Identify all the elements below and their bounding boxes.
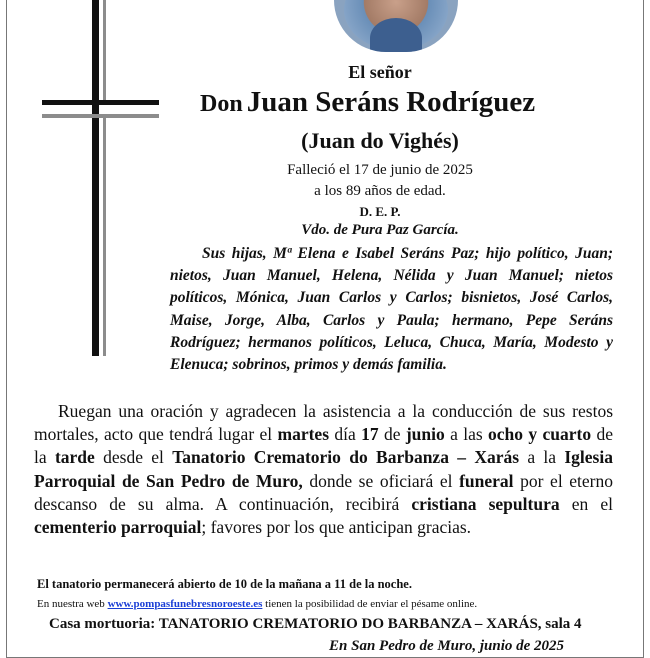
casa-mortuoria: Casa mortuoria: TANATORIO CREMATORIO DO BARBANZA – XARÁS, sala 4 <box>49 616 582 632</box>
funeral-details <box>34 400 613 539</box>
death-date: Falleció el 17 de junio de 2025 <box>287 162 473 178</box>
deceased-name <box>200 86 535 119</box>
body-text: por el eterno descanso de su alma. A continuación, recibirá <box>34 470 613 514</box>
tanatorio-hours: El tanatorio permanecerá abierto de 10 de la mañana a 11 de la noche. <box>37 577 412 591</box>
body-text: a la <box>519 447 565 468</box>
body-bold: 17 <box>361 424 379 445</box>
body-bold: funeral <box>459 470 514 491</box>
dep: D. E. P. <box>359 204 401 219</box>
body-bold: tarde <box>54 447 95 468</box>
body-text: día <box>329 424 362 445</box>
body-bold: ocho y cuarto <box>488 424 592 445</box>
body-text: Ruegan una oración y agradecen la asistencia a la conducción de sus restos mortales, acto que tendrá lugar el <box>34 401 613 445</box>
body-text: desde el <box>94 447 173 468</box>
body-text: a las <box>444 424 489 445</box>
family-list <box>170 243 613 376</box>
body-bold: Iglesia Parroquial de San Pedro de Muro, <box>34 447 613 491</box>
age: a los 89 años de edad. <box>314 183 446 199</box>
body-text: de la <box>34 424 613 468</box>
body-text: donde se oficiará el <box>302 470 460 491</box>
website-link[interactable]: www.pompasfunebresnoroeste.es <box>107 598 263 610</box>
full-name: Juan Seráns Rodríguez <box>246 86 536 118</box>
body-text: ; favores por los que anticipan gracias. <box>201 517 472 538</box>
place-date: En San Pedro de Muro, junio de 2025 <box>329 638 565 654</box>
body-bold: cristiana sepultura <box>411 493 560 514</box>
body-text: en el <box>559 493 613 514</box>
family-text: Sus hijas, Mª Elena e Isabel Seráns Paz; hijo político, Juan; nietos, Juan Manuel, Helena, Nélida y Juan Manuel; nietos políticos, Mónica, Juan Carlos y Carlos; bisnietos, José Carlos, Maise, Jorge, Alba, Carlos y Paula; hermano, Pepe Seráns Rodríguez; hermanos políticos, Leluca, Chuca, María, Modesto y Elenuca; sobrinos, primos y demás familia. <box>170 245 613 374</box>
web-note <box>37 598 477 610</box>
body-bold: junio <box>405 424 445 445</box>
web-prefix: En nuestra web <box>37 598 108 610</box>
body-bold: martes <box>277 424 330 445</box>
alias: (Juan do Vighés) <box>301 128 459 153</box>
body-text: de <box>378 424 406 445</box>
body-bold: cementerio parroquial <box>34 517 202 538</box>
widower-note: Vdo. de Pura Paz García. <box>301 222 459 238</box>
don-title: Don <box>200 91 243 117</box>
body-bold: Tanatorio Crematorio do Barbanza – Xarás <box>172 447 520 468</box>
honorific: El señor <box>348 62 412 82</box>
web-suffix: tienen la posibilidad de enviar el pésame online. <box>262 598 478 610</box>
